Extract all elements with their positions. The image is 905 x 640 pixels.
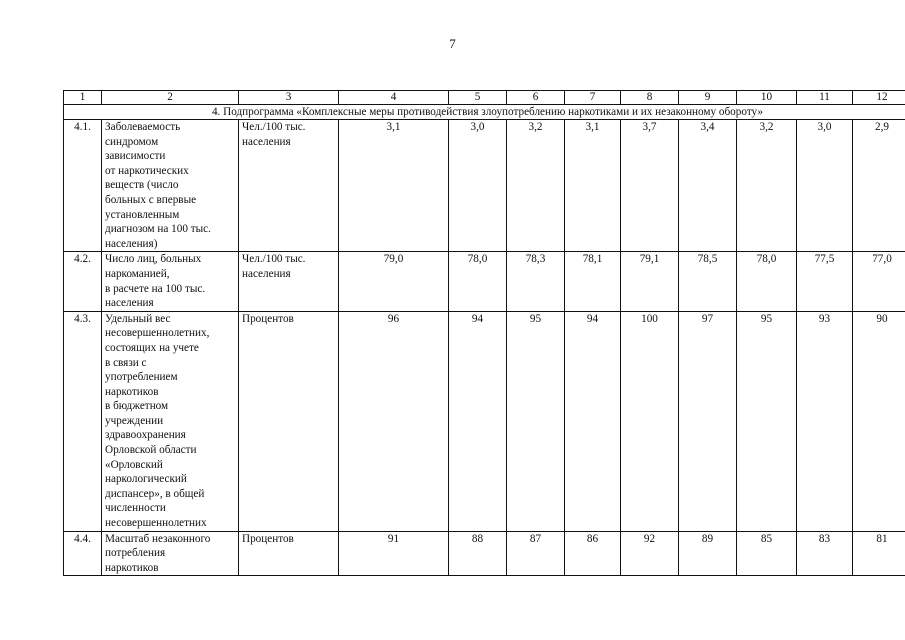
value-cell: 81 xyxy=(853,531,905,576)
column-number-cell: 10 xyxy=(737,91,797,105)
value-cell: 79,1 xyxy=(621,252,679,311)
row-number: 4.4. xyxy=(64,531,102,576)
value-cell: 78,5 xyxy=(679,252,737,311)
unit-cell: Чел./100 тыс. населения xyxy=(239,120,339,252)
column-number-cell: 5 xyxy=(449,91,507,105)
value-cell: 91 xyxy=(339,531,449,576)
value-cell: 89 xyxy=(679,531,737,576)
value-cell: 3,2 xyxy=(737,120,797,252)
unit-cell: Процентов xyxy=(239,311,339,531)
value-cell: 95 xyxy=(507,311,565,531)
row-number: 4.2. xyxy=(64,252,102,311)
column-number-cell: 11 xyxy=(797,91,853,105)
value-cell: 78,3 xyxy=(507,252,565,311)
page-number: 7 xyxy=(449,36,456,51)
value-cell: 88 xyxy=(449,531,507,576)
section-title: 4. Подпрограмма «Комплексные меры противодействия злоупотреблению наркотиками и их незаконному обороту» xyxy=(64,105,905,120)
value-cell: 94 xyxy=(449,311,507,531)
value-cell: 3,1 xyxy=(565,120,621,252)
value-cell: 95 xyxy=(737,311,797,531)
value-cell: 79,0 xyxy=(339,252,449,311)
value-cell: 96 xyxy=(339,311,449,531)
column-number-row xyxy=(64,91,905,105)
value-cell: 90 xyxy=(853,311,905,531)
value-cell: 87 xyxy=(507,531,565,576)
value-cell: 78,0 xyxy=(737,252,797,311)
indicator-name: Заболеваемость синдромом зависимости от наркотических веществ (число больных с впервые установленным диагнозом на 100 тыс. населения) xyxy=(102,120,239,252)
column-number-cell: 8 xyxy=(621,91,679,105)
value-cell: 3,2 xyxy=(507,120,565,252)
value-cell: 83 xyxy=(797,531,853,576)
value-cell: 2,9 xyxy=(853,120,905,252)
table-row xyxy=(64,120,905,252)
row-number: 4.3. xyxy=(64,311,102,531)
column-number-cell: 4 xyxy=(339,91,449,105)
column-number-cell: 2 xyxy=(102,91,239,105)
value-cell: 77,5 xyxy=(797,252,853,311)
column-number-cell: 1 xyxy=(64,91,102,105)
value-cell: 77,0 xyxy=(853,252,905,311)
value-cell: 85 xyxy=(737,531,797,576)
value-cell: 3,4 xyxy=(679,120,737,252)
value-cell: 100 xyxy=(621,311,679,531)
value-cell: 86 xyxy=(565,531,621,576)
unit-cell: Чел./100 тыс. населения xyxy=(239,252,339,311)
table-row xyxy=(64,311,905,531)
column-number-cell: 3 xyxy=(239,91,339,105)
table-row xyxy=(64,531,905,576)
indicators-table xyxy=(63,90,905,576)
value-cell: 3,7 xyxy=(621,120,679,252)
section-title-row xyxy=(64,105,905,120)
value-cell: 78,0 xyxy=(449,252,507,311)
row-number: 4.1. xyxy=(64,120,102,252)
indicator-name: Удельный вес несовершеннолетних, состоящих на учете в связи с употреблением наркотиков в бюджетном учреждении здравоохранения Орловской области «Орловский наркологический диспансер», в общей численности несовершеннолетних xyxy=(102,311,239,531)
value-cell: 93 xyxy=(797,311,853,531)
column-number-cell: 6 xyxy=(507,91,565,105)
value-cell: 78,1 xyxy=(565,252,621,311)
value-cell: 3,1 xyxy=(339,120,449,252)
column-number-cell: 7 xyxy=(565,91,621,105)
value-cell: 94 xyxy=(565,311,621,531)
value-cell: 3,0 xyxy=(449,120,507,252)
value-cell: 92 xyxy=(621,531,679,576)
indicator-name: Число лиц, больных наркоманией, в расчете на 100 тыс. населения xyxy=(102,252,239,311)
column-number-cell: 9 xyxy=(679,91,737,105)
indicator-name: Масштаб незаконного потребления наркотиков xyxy=(102,531,239,576)
value-cell: 97 xyxy=(679,311,737,531)
column-number-cell: 12 xyxy=(853,91,905,105)
table-row xyxy=(64,252,905,311)
value-cell: 3,0 xyxy=(797,120,853,252)
unit-cell: Процентов xyxy=(239,531,339,576)
